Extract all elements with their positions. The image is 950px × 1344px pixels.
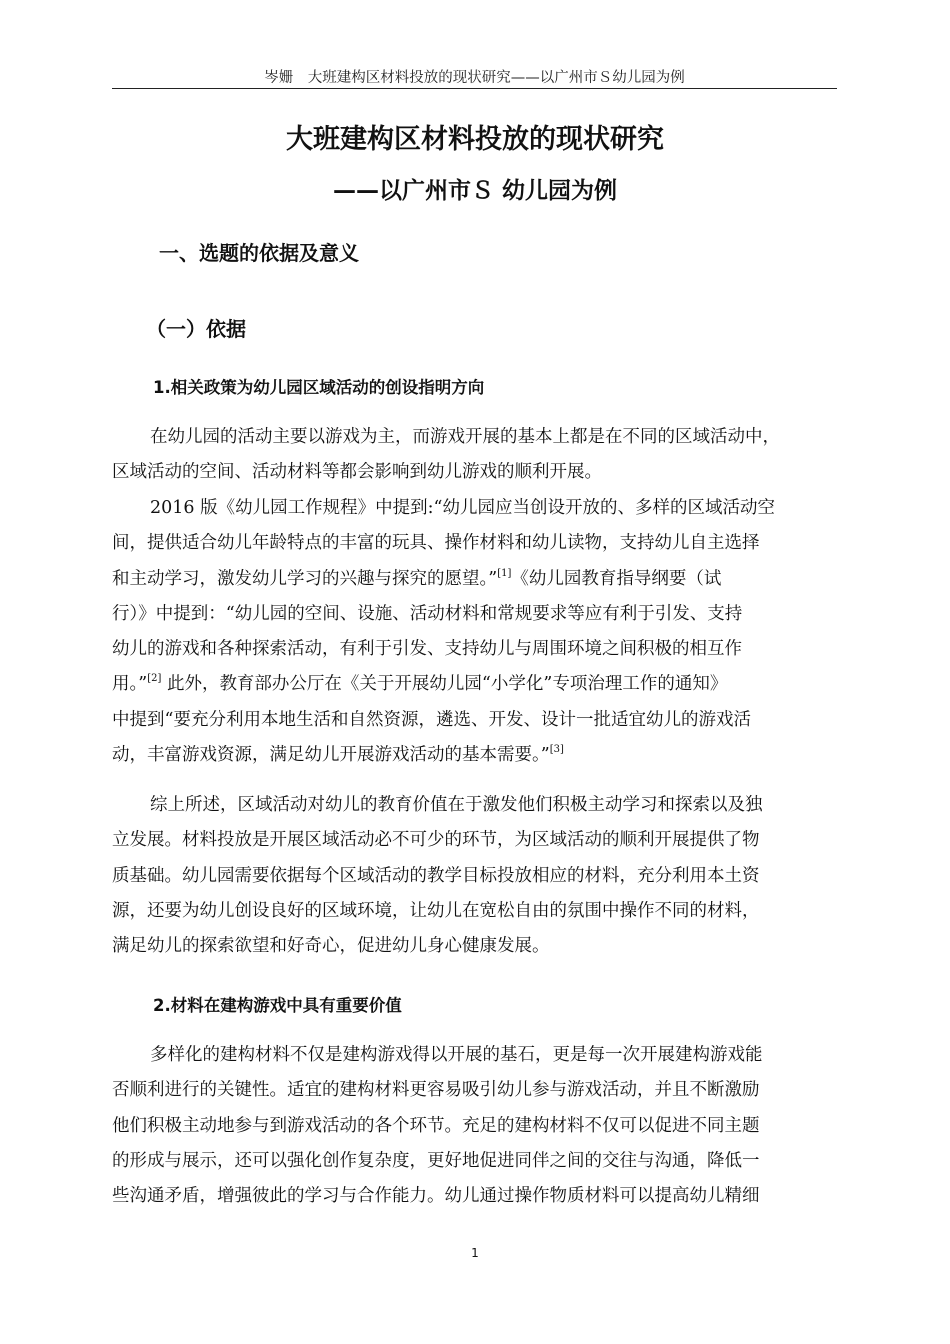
paragraph-line: 些沟通矛盾，增强彼此的学习与合作能力。幼儿通过操作物质材料可以提高幼儿精细 [112,1186,760,1207]
paragraph-line: 源，还要为幼儿创设良好的区域环境，让幼儿在宽松自由的氛围中操作不同的材料， [112,900,760,921]
paragraph-text: 此外，教育部办公厅在《关于开展幼儿园“小学化”专项治理工作的通知》 [161,674,728,695]
paragraph-line: 区域活动的空间、活动材料等都会影响到幼儿游戏的顺利开展。 [112,462,602,483]
paragraph-2 [112,491,837,773]
citation-ref: [3] [549,744,564,756]
paragraph-line: 满足幼儿的探索欲望和好奇心，促进幼儿身心健康发展。 [112,936,550,957]
citation-ref: [2] [147,673,162,685]
paragraph-line: 综上所述，区域活动对幼儿的教育价值在于激发他们积极主动学习和探索以及独 [150,795,763,815]
subsection-heading: （一）依据 [146,317,246,341]
point-heading-2: 2.材料在建构游戏中具有重要价值 [153,996,402,1015]
point-heading-1: 1.相关政策为幼儿园区域活动的创设指明方向 [153,378,485,397]
paragraph-line [112,562,837,597]
paragraph-line [112,667,837,702]
paragraph-4 [112,1038,837,1214]
document-title: 大班建构区材料投放的现状研究 [286,124,664,155]
page-number: 1 [471,1246,479,1260]
document-subtitle: ——以广州市Ｓ 幼儿园为例 [332,178,617,204]
paragraph-1 [112,420,837,491]
paragraph-line [112,738,837,773]
paragraph-line: 幼儿的游戏和各种探索活动，有利于引发、支持幼儿与周围环境之间积极的相互作 [112,639,742,660]
paragraph-line: 否顺利进行的关键性。适宜的建构材料更容易吸引幼儿参与游戏活动，并且不断激励 [112,1080,760,1101]
citation-ref: [1] [497,567,512,579]
paragraph-3 [112,788,837,964]
paragraph-line: 他们积极主动地参与到游戏活动的各个环节。充足的建构材料不仅可以促进不同主题 [112,1115,760,1136]
paragraph-line: 的形成与展示，还可以强化创作复杂度，更好地促进同伴之间的交往与沟通，降低一 [112,1150,760,1171]
paragraph-line: 间，提供适合幼儿年龄特点的丰富的玩具、操作材料和幼儿读物，支持幼儿自主选择 [112,533,760,554]
running-header: 岑姗 大班建构区材料投放的现状研究——以广州市Ｓ幼儿园为例 [112,68,837,89]
paragraph-line: 2016 版《幼儿园工作规程》中提到:“幼儿园应当创设开放的、多样的区域活动空 [150,498,775,518]
paragraph-text: 《幼儿园教育指导纲要（试 [511,568,722,589]
paragraph-line: 中提到“要充分利用本地生活和自然资源，遴选、开发、设计一批适宜幼儿的游戏活 [112,709,751,730]
paragraph-line: 行）》中提到：“幼儿园的空间、设施、活动材料和常规要求等应有利于引发、支持 [112,603,743,624]
paragraph-text: 动，丰富游戏资源，满足幼儿开展游戏活动的基本需要。” [112,745,550,766]
paragraph-line: 在幼儿园的活动主要以游戏为主，而游戏开展的基本上都是在不同的区域活动中， [150,427,780,447]
section-heading: 一、选题的依据及意义 [159,241,359,265]
paragraph-text: 和主动学习，激发幼儿学习的兴趣与探究的愿望。” [112,568,498,589]
paragraph-line: 立发展。材料投放是开展区域活动必不可少的环节，为区域活动的顺利开展提供了物 [112,830,760,851]
paragraph-line: 质基础。幼儿园需要依据每个区域活动的教学目标投放相应的材料，充分利用本土资 [112,865,760,886]
paragraph-line: 多样化的建构材料不仅是建构游戏得以开展的基石，更是每一次开展建构游戏能 [150,1045,763,1065]
paragraph-text: 用。” [112,674,148,695]
